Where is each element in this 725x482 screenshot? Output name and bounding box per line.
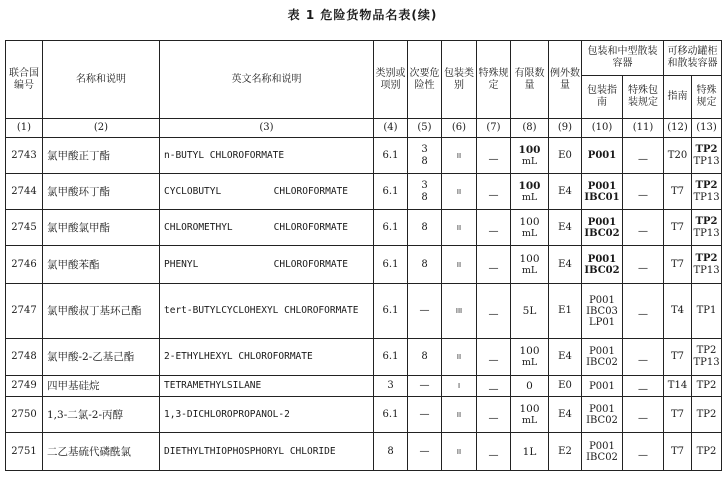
packing-instruction: P001 IBC03 LP01: [582, 284, 623, 339]
hazard-class: 6.1: [374, 284, 408, 339]
col-number: (13): [692, 119, 722, 138]
tank-instruction: T14: [664, 376, 692, 397]
col-header-packing-instruction: 包装指南: [582, 76, 623, 119]
tank-special: TP2 TP13: [692, 138, 722, 174]
special-packing: —: [623, 246, 664, 284]
special-packing: —: [623, 339, 664, 376]
limited-quantity: 100 mL: [511, 174, 549, 210]
packing-instruction: P001 IBC01: [582, 174, 623, 210]
limited-quantity: 100 mL: [511, 246, 549, 284]
tank-instruction: T7: [664, 174, 692, 210]
special-packing: —: [623, 138, 664, 174]
table-row: [6, 138, 722, 174]
subsidiary-risk: —: [408, 284, 442, 339]
special-provisions: —: [477, 138, 511, 174]
chinese-name: 四甲基硅烷: [43, 376, 160, 397]
english-name: tert-BUTYLCYCLOHEXYL CHLOROFORMATE: [160, 284, 374, 339]
limited-quantity: 100 mL: [511, 138, 549, 174]
hazard-class: 6.1: [374, 397, 408, 433]
special-provisions: —: [477, 210, 511, 246]
un-number: 2751: [6, 433, 43, 471]
col-header-english-name: 英文名称和说明: [160, 41, 374, 119]
table-row: [6, 284, 722, 339]
tank-instruction: T7: [664, 339, 692, 376]
excepted-quantity: E4: [549, 339, 582, 376]
special-provisions: —: [477, 376, 511, 397]
chinese-name: 氯甲酸叔丁基环己酯: [43, 284, 160, 339]
tank-instruction: T7: [664, 246, 692, 284]
col-number: (3): [160, 119, 374, 138]
col-header-portable-tanks: 可移动罐柜和散装容器: [664, 41, 722, 76]
col-number: (11): [623, 119, 664, 138]
packing-group: II: [442, 397, 477, 433]
packing-instruction: P001 IBC02: [582, 246, 623, 284]
col-header-special-provisions: 特殊规定: [477, 41, 511, 119]
un-number: 2747: [6, 284, 43, 339]
special-provisions: —: [477, 246, 511, 284]
col-header-tank-special: 特殊规定: [692, 76, 722, 119]
subsidiary-risk: —: [408, 376, 442, 397]
limited-quantity: 100 mL: [511, 339, 549, 376]
col-number: (6): [442, 119, 477, 138]
hazard-class: 6.1: [374, 174, 408, 210]
table-row: [6, 246, 722, 284]
english-name: TETRAMETHYLSILANE: [160, 376, 374, 397]
special-provisions: —: [477, 339, 511, 376]
limited-quantity: 100 mL: [511, 397, 549, 433]
subsidiary-risk: 3 8: [408, 138, 442, 174]
subsidiary-risk: —: [408, 433, 442, 471]
un-number: 2749: [6, 376, 43, 397]
un-number: 2746: [6, 246, 43, 284]
tank-special: TP2 TP13: [692, 246, 722, 284]
english-name: DIETHYLTHIOPHOSPHORYL CHLORIDE: [160, 433, 374, 471]
col-number: (10): [582, 119, 623, 138]
limited-quantity: 100 mL: [511, 210, 549, 246]
hazard-class: 6.1: [374, 339, 408, 376]
packing-group: II: [442, 433, 477, 471]
packing-group: II: [442, 339, 477, 376]
col-header-packaging-ibc: 包装和中型散装容器: [582, 41, 664, 76]
hazard-class: 6.1: [374, 138, 408, 174]
chinese-name: 氯甲酸-2-乙基己酯: [43, 339, 160, 376]
un-number: 2745: [6, 210, 43, 246]
table-row: [6, 210, 722, 246]
special-provisions: —: [477, 433, 511, 471]
subsidiary-risk: 8: [408, 339, 442, 376]
page-title: 表 1 危险货物品名表(续): [287, 8, 438, 22]
col-number: (4): [374, 119, 408, 138]
col-number: (5): [408, 119, 442, 138]
table-row: [6, 174, 722, 210]
special-packing: —: [623, 174, 664, 210]
table-row: [6, 376, 722, 397]
excepted-quantity: E0: [549, 376, 582, 397]
un-number: 2750: [6, 397, 43, 433]
chinese-name: 氯甲酸环丁酯: [43, 174, 160, 210]
special-packing: —: [623, 210, 664, 246]
packing-instruction: P001 IBC02: [582, 433, 623, 471]
col-header-subsidiary-risk: 次要危险性: [408, 41, 442, 119]
tank-special: TP2: [692, 397, 722, 433]
chinese-name: 二乙基硫代磷酰氯: [43, 433, 160, 471]
hazard-class: 6.1: [374, 246, 408, 284]
col-header-un-number: 联合国编号: [6, 41, 43, 119]
english-name: CHLOROMETHYL CHLOROFORMATE: [160, 210, 374, 246]
limited-quantity: 1L: [511, 433, 549, 471]
un-number: 2743: [6, 138, 43, 174]
un-number: 2748: [6, 339, 43, 376]
col-header-special-packing: 特殊包装规定: [623, 76, 664, 119]
packing-instruction: P001 IBC02: [582, 339, 623, 376]
english-name: PHENYL CHLOROFORMATE: [160, 246, 374, 284]
subsidiary-risk: —: [408, 397, 442, 433]
dangerous-goods-table: [5, 40, 722, 471]
chinese-name: 氯甲酸正丁酯: [43, 138, 160, 174]
excepted-quantity: E4: [549, 246, 582, 284]
tank-instruction: T7: [664, 397, 692, 433]
col-header-class: 类别或项别: [374, 41, 408, 119]
special-packing: —: [623, 284, 664, 339]
excepted-quantity: E4: [549, 397, 582, 433]
english-name: 1,3-DICHLOROPROPANOL-2: [160, 397, 374, 433]
tank-special: TP1: [692, 284, 722, 339]
col-number: (12): [664, 119, 692, 138]
special-packing: —: [623, 376, 664, 397]
english-name: CYCLOBUTYL CHLOROFORMATE: [160, 174, 374, 210]
packing-group: II: [442, 210, 477, 246]
table-row: [6, 339, 722, 376]
tank-instruction: T20: [664, 138, 692, 174]
excepted-quantity: E2: [549, 433, 582, 471]
special-packing: —: [623, 433, 664, 471]
tank-special: TP2: [692, 433, 722, 471]
packing-group: II: [442, 246, 477, 284]
col-number: (1): [6, 119, 43, 138]
tank-special: TP2: [692, 376, 722, 397]
english-name: n-BUTYL CHLOROFORMATE: [160, 138, 374, 174]
packing-group: I: [442, 376, 477, 397]
packing-group: II: [442, 138, 477, 174]
excepted-quantity: E4: [549, 210, 582, 246]
subsidiary-risk: 3 8: [408, 174, 442, 210]
tank-special: TP2 TP13: [692, 339, 722, 376]
excepted-quantity: E4: [549, 174, 582, 210]
limited-quantity: 5L: [511, 284, 549, 339]
col-number: (2): [43, 119, 160, 138]
packing-instruction: P001: [582, 138, 623, 174]
col-header-excepted-quantity: 例外数量: [549, 41, 582, 119]
chinese-name: 氯甲酸苯酯: [43, 246, 160, 284]
un-number: 2744: [6, 174, 43, 210]
table-row: [6, 397, 722, 433]
hazard-class: 3: [374, 376, 408, 397]
special-packing: —: [623, 397, 664, 433]
col-number: (8): [511, 119, 549, 138]
subsidiary-risk: 8: [408, 246, 442, 284]
packing-instruction: P001: [582, 376, 623, 397]
packing-group: III: [442, 284, 477, 339]
packing-instruction: P001 IBC02: [582, 397, 623, 433]
packing-instruction: P001 IBC02: [582, 210, 623, 246]
tank-special: TP2 TP13: [692, 174, 722, 210]
special-provisions: —: [477, 284, 511, 339]
col-number: (9): [549, 119, 582, 138]
col-header-packing-group: 包装类别: [442, 41, 477, 119]
col-header-chinese-name: 名称和说明: [43, 41, 160, 119]
hazard-class: 6.1: [374, 210, 408, 246]
packing-group: II: [442, 174, 477, 210]
excepted-quantity: E1: [549, 284, 582, 339]
col-header-tank-instruction: 指南: [664, 76, 692, 119]
hazard-class: 8: [374, 433, 408, 471]
chinese-name: 氯甲酸氯甲酯: [43, 210, 160, 246]
tank-special: TP2 TP13: [692, 210, 722, 246]
col-header-limited-quantity: 有限数量: [511, 41, 549, 119]
english-name: 2-ETHYLHEXYL CHLOROFORMATE: [160, 339, 374, 376]
tank-instruction: T7: [664, 210, 692, 246]
tank-instruction: T7: [664, 433, 692, 471]
tank-instruction: T4: [664, 284, 692, 339]
chinese-name: 1,3-二氯-2-丙醇: [43, 397, 160, 433]
subsidiary-risk: 8: [408, 210, 442, 246]
table-row: [6, 433, 722, 471]
special-provisions: —: [477, 397, 511, 433]
col-number: (7): [477, 119, 511, 138]
excepted-quantity: E0: [549, 138, 582, 174]
special-provisions: —: [477, 174, 511, 210]
limited-quantity: 0: [511, 376, 549, 397]
